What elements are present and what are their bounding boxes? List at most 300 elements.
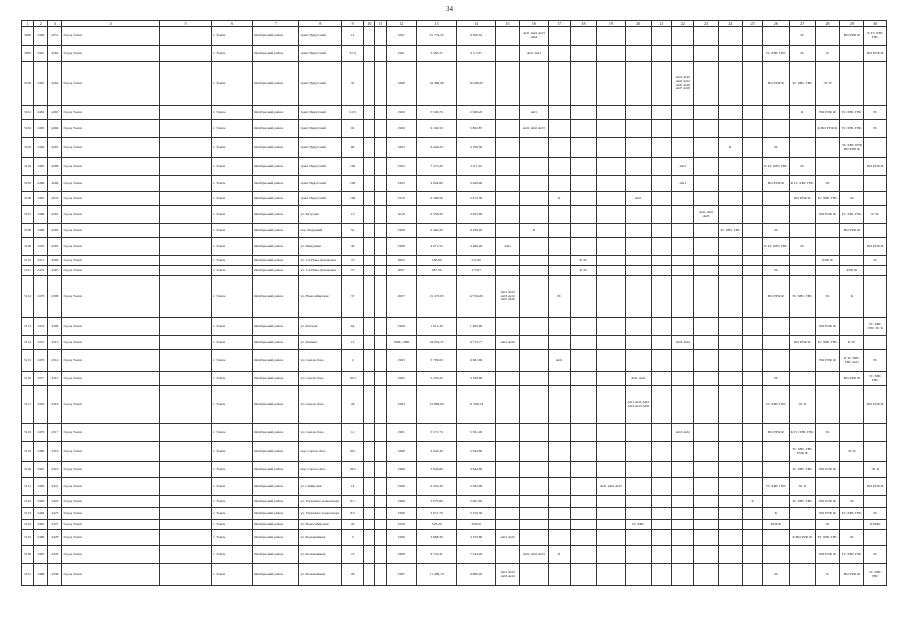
table-cell: Город Томск [62,336,159,350]
table-cell [597,27,625,46]
column-number-header: 9 [341,21,363,27]
table-cell: г. Томск [212,192,253,206]
table-cell [672,238,694,256]
table-cell [625,46,651,62]
table-cell [520,62,548,106]
table-cell: АО1 АО2 [495,530,519,546]
table-cell: К [520,224,548,238]
table-cell [159,46,212,62]
table-cell [159,462,212,478]
table-cell [159,27,212,46]
table-cell: ВО РУФ Ф [864,386,887,424]
table-cell [570,318,596,336]
table-cell [548,46,570,62]
table-cell [840,386,864,424]
table-cell: 5117 [22,386,34,424]
table-cell: К [742,496,762,508]
table-cell: 4251 [48,27,62,46]
table-cell: 18/2 [341,462,363,478]
table-cell: 4269 [48,176,62,192]
table-cell: ТС ХВС ГВС [815,192,839,206]
table-cell [570,372,596,386]
table-cell: 16 596,67 [457,62,495,106]
table-cell: 28 [341,564,363,586]
table-cell [840,478,864,496]
table-cell: 5114 [22,336,34,350]
table-cell [694,336,718,350]
table-cell [694,158,718,176]
table-cell: 5110 [22,256,34,266]
table-cell: 4267 [48,138,62,158]
table-cell [375,442,386,462]
table-cell [570,192,596,206]
table-cell: 2464 [34,138,48,158]
table-cell: 5104 [22,158,34,176]
column-number-header: 4 [62,21,159,27]
table-cell [364,424,375,442]
table-cell: 2474 [34,318,48,336]
table-cell [718,496,742,508]
table-cell [597,192,625,206]
table-cell: 7 575,20 [416,158,457,176]
table-cell [672,496,694,508]
column-number-header: 3 [48,21,62,27]
table-cell: ЭС [840,530,864,546]
table-cell: 1991 [386,46,416,62]
table-cell: ТС ХВС ГВС [789,462,815,478]
table-cell: 12 [341,27,363,46]
table-cell: Город Томск [62,386,159,424]
table-cell: 1988 [386,546,416,564]
table-cell: 4270 [48,192,62,206]
table-cell: ЭС К [789,478,815,496]
table-cell [548,442,570,462]
table-cell [520,276,548,318]
table-cell: Город Томск [62,318,159,336]
table-row [22,496,887,508]
table-cell: 1992 [386,158,416,176]
table-cell: ул. 1-й Ново-Деповская [299,256,342,266]
table-cell [625,206,651,224]
table-cell: К [815,564,839,586]
table-cell [495,176,519,192]
table-cell [694,546,718,564]
table-cell: Город Томск [62,424,159,442]
table-cell [159,120,212,138]
table-cell: 1981 [386,424,416,442]
table-cell [159,138,212,158]
table-cell: Город Томск [62,256,159,266]
table-cell [597,176,625,192]
table-cell: пер. Сергея Лазо [299,442,342,462]
table-cell: Город Томск [62,276,159,318]
table-cell [495,120,519,138]
table-cell: АО1 АО2 АО3 АО4 АО5 АО6 [625,386,651,424]
table-row [22,276,887,318]
table-cell: г. Томск [212,336,253,350]
table-cell: Город Томск [62,478,159,496]
table-cell: ул. Ячменя [299,336,342,350]
table-cell [570,206,596,224]
table-cell: 2470 [34,238,48,256]
table-cell: 6 558,20 [416,206,457,224]
table-cell [694,372,718,386]
table-cell [364,350,375,372]
table-cell: К ТС ХВС ГВС [763,238,789,256]
table-cell [742,238,762,256]
table-cell [694,224,718,238]
table-cell [789,224,815,238]
table-cell [520,372,548,386]
table-cell [375,158,386,176]
table-cell [570,224,596,238]
table-cell: Октябрьский район [252,520,299,530]
table-cell [763,206,789,224]
table-cell: РУФ Ф [763,520,789,530]
table-cell: К [548,546,570,564]
table-cell [625,350,651,372]
table-cell: 19 055,37 [416,336,457,350]
table-cell: 3 [341,530,363,546]
table-cell [159,350,212,372]
table-cell [570,350,596,372]
table-cell [672,206,694,224]
table-cell: К ВО РУФ Ф [789,530,815,546]
table-cell [159,106,212,120]
table-cell [763,256,789,266]
table-cell: 4 723,80 [457,530,495,546]
table-cell: 109 [341,176,363,192]
table-cell [597,238,625,256]
column-number-header: 18 [570,21,596,27]
table-cell [763,318,789,336]
table-cell: 1984, 1986 [386,336,416,350]
table-cell: АО1 АО2 АО3 АО4 АО5 АО6 АО7 АО8 [672,62,694,106]
table-cell: ул. Мичурина [299,238,342,256]
table-cell: Октябрьский район [252,46,299,62]
table-cell: 9 980,20 [457,564,495,586]
table-cell [548,106,570,120]
table-cell: ул. Сергея Лазо [299,372,342,386]
table-cell: 5119 [22,442,34,462]
table-cell: 4307 [48,266,62,276]
table-cell [570,336,596,350]
table-cell [375,120,386,138]
table-row [22,530,887,546]
table-cell [672,276,694,318]
table-cell: Город Томск [62,496,159,508]
table-cell [742,176,762,192]
table-cell: 4262 [48,46,62,62]
table-cell [672,46,694,62]
table-cell: Город Томск [62,224,159,238]
table-cell: 1989 [386,530,416,546]
table-cell [672,478,694,496]
table-cell [375,520,386,530]
table-cell: ВО РУФ Ф [763,276,789,318]
table-cell: ТС ХВС ГВС [718,224,742,238]
table-cell: 2466 [34,176,48,192]
table-cell: 2475 [34,336,48,350]
table-cell [597,508,625,520]
table-cell: 1986 [386,442,416,462]
table-cell [651,192,671,206]
table-cell: ЭС [789,158,815,176]
table-cell: 2486 [34,530,48,546]
table-cell [651,276,671,318]
table-cell: 4309 [48,318,62,336]
table-cell: 15 [341,206,363,224]
table-cell [570,27,596,46]
table-cell: К ЭС [570,266,596,276]
table-cell: Город Томск [62,350,159,372]
table-cell [625,138,651,158]
table-cell [597,350,625,372]
table-cell: 41/3 [341,106,363,120]
table-cell [763,530,789,546]
table-cell [789,318,815,336]
table-cell: ул. Большевиков [299,564,342,586]
table-cell: 5109 [22,238,34,256]
table-cell [495,442,519,462]
table-cell [672,520,694,530]
table-cell [375,462,386,478]
table-row [22,62,887,106]
table-cell: 2468 [34,206,48,224]
table-row [22,158,887,176]
table-cell: 211,00 [457,256,495,266]
table-cell [548,386,570,424]
table-cell: Октябрьский район [252,564,299,586]
table-row [22,176,887,192]
table-cell [694,496,718,508]
table-cell [520,530,548,546]
table-cell [375,176,386,192]
table-cell [763,462,789,478]
table-cell: 2467 [34,192,48,206]
table-cell [815,266,839,276]
table-cell: Октябрьский район [252,266,299,276]
table-cell: АО1 [520,106,548,120]
table-cell: Город Томск [62,546,159,564]
table-cell: 5 591,40 [457,424,495,442]
table-cell [548,206,570,224]
table-cell [840,176,864,192]
table-cell: Октябрьский район [252,27,299,46]
table-cell: 5 562,90 [457,478,495,496]
table-cell: 2471 [34,256,48,266]
table-cell [495,424,519,442]
table-cell [548,138,570,158]
table-cell [672,192,694,206]
table-cell: Город Томск [62,158,159,176]
table-cell [364,318,375,336]
table-cell: 2488 [34,564,48,586]
table-cell: Октябрьский район [252,120,299,138]
table-cell: г. Томск [212,564,253,586]
table-cell: пер. Сергея Лазо [299,462,342,478]
table-cell: 2469 [34,224,48,238]
table-cell: 4318 [48,442,62,462]
table-cell [570,520,596,530]
table-cell [520,386,548,424]
column-number-header: 8 [299,21,342,27]
table-cell [694,442,718,462]
table-row [22,350,887,372]
table-cell: 5 526,76 [416,106,457,120]
table-row [22,318,887,336]
table-cell [625,496,651,508]
table-cell [570,138,596,158]
table-cell: 2472 [34,266,48,276]
table-cell [672,564,694,586]
table-cell: ТС ХВС ГВС [789,496,815,508]
table-cell: К ТС ХВС ГВС [864,27,887,46]
table-cell [694,462,718,478]
table-cell [763,442,789,462]
table-cell [694,520,718,530]
table-cell: 3 055,80 [457,206,495,224]
table-cell: 6 5 7,67 [457,46,495,62]
table-cell [840,424,864,442]
table-cell: 2476 [34,350,48,372]
table-cell: Октябрьский район [252,62,299,106]
table-cell [364,336,375,350]
table-cell [651,46,671,62]
table-cell [364,276,375,318]
table-cell [815,478,839,496]
table-cell: ВО РУФ Ф [815,206,839,224]
table-cell [375,46,386,62]
table-cell [597,276,625,318]
table-cell [570,106,596,120]
table-cell [364,508,375,520]
table-cell [495,546,519,564]
table-cell: Октябрьский район [252,508,299,520]
table-cell: тракт Иркутский [299,27,342,46]
column-number-header: 5 [159,21,212,27]
table-cell [651,424,671,442]
table-cell: ВО РУФ Ф [789,192,815,206]
table-cell [375,224,386,238]
table-cell: 8 773,77 [457,336,495,350]
table-cell: 2483 [34,496,48,508]
table-cell [597,564,625,586]
table-cell [495,27,519,46]
table-cell: 2465 [34,120,48,138]
table-cell [570,496,596,508]
table-cell: ул. Новосибирская [299,276,342,318]
table-cell [548,176,570,192]
table-cell [597,424,625,442]
table-cell [840,46,864,62]
table-cell: Город Томск [62,46,159,62]
table-cell: К [548,192,570,206]
table-cell: ТС ХВС ГВС [789,276,815,318]
table-cell [672,318,694,336]
table-cell [742,206,762,224]
table-cell: г. Томск [212,138,253,158]
table-cell [694,27,718,46]
table-cell: ВО РУФ Ф [815,546,839,564]
table-cell [694,424,718,442]
table-cell: 4328 [48,530,62,546]
table-cell: 5123 [22,508,34,520]
table-cell: ул. Угрюмова Александра [299,508,342,520]
table-cell [625,266,651,276]
table-cell [159,62,212,106]
table-row [22,386,887,424]
table-cell: Город Томск [62,462,159,478]
table-cell [364,266,375,276]
table-cell: тракт Иркутский [299,62,342,106]
table-cell: 6 426,20 [416,138,457,158]
table-cell [364,62,375,106]
table-cell [548,27,570,46]
column-number-header: 17 [548,21,570,27]
table-cell [840,158,864,176]
table-cell [718,546,742,564]
table-cell [718,530,742,546]
table-cell [625,442,651,462]
table-cell [159,206,212,224]
table-cell: Октябрьский район [252,206,299,224]
table-cell: 4 186,50 [457,138,495,158]
table-cell: ЭС [840,496,864,508]
table-cell: тракт Иркутский [299,192,342,206]
table-cell: АО1 [672,158,694,176]
table-cell: 46 [341,238,363,256]
table-cell [520,478,548,496]
table-cell: г. Томск [212,206,253,224]
table-cell [718,442,742,462]
table-cell [840,318,864,336]
table-cell: Город Томск [62,206,159,224]
table-cell [718,238,742,256]
table-cell: РУФ Ф [840,266,864,276]
table-cell [495,350,519,372]
table-cell: 2 642,80 [457,462,495,478]
table-cell [763,350,789,372]
table-cell [570,276,596,318]
table-cell [597,158,625,176]
table-cell: 5124 [22,520,34,530]
table-cell [840,520,864,530]
table-cell: 5108 [22,224,34,238]
table-cell: 4291 [48,206,62,224]
table-cell: 1992 [386,372,416,386]
table-cell [718,27,742,46]
table-cell [815,158,839,176]
table-cell [718,386,742,424]
table-cell: ТС ХВС ГВС [815,336,839,350]
table-cell: 37/4 [341,46,363,62]
table-row [22,462,887,478]
table-cell: 1996 [386,478,416,496]
table-cell: 1986 [386,496,416,508]
table-cell: 4 824,80 [416,176,457,192]
table-cell [742,530,762,546]
table-cell [548,336,570,350]
table-cell [625,478,651,496]
table-cell [625,158,651,176]
table-cell [548,62,570,106]
table-cell [694,120,718,138]
table-cell: 4319 [48,462,62,478]
column-number-header: 16 [520,21,548,27]
table-row [22,46,887,62]
table-cell: г. Томск [212,508,253,520]
